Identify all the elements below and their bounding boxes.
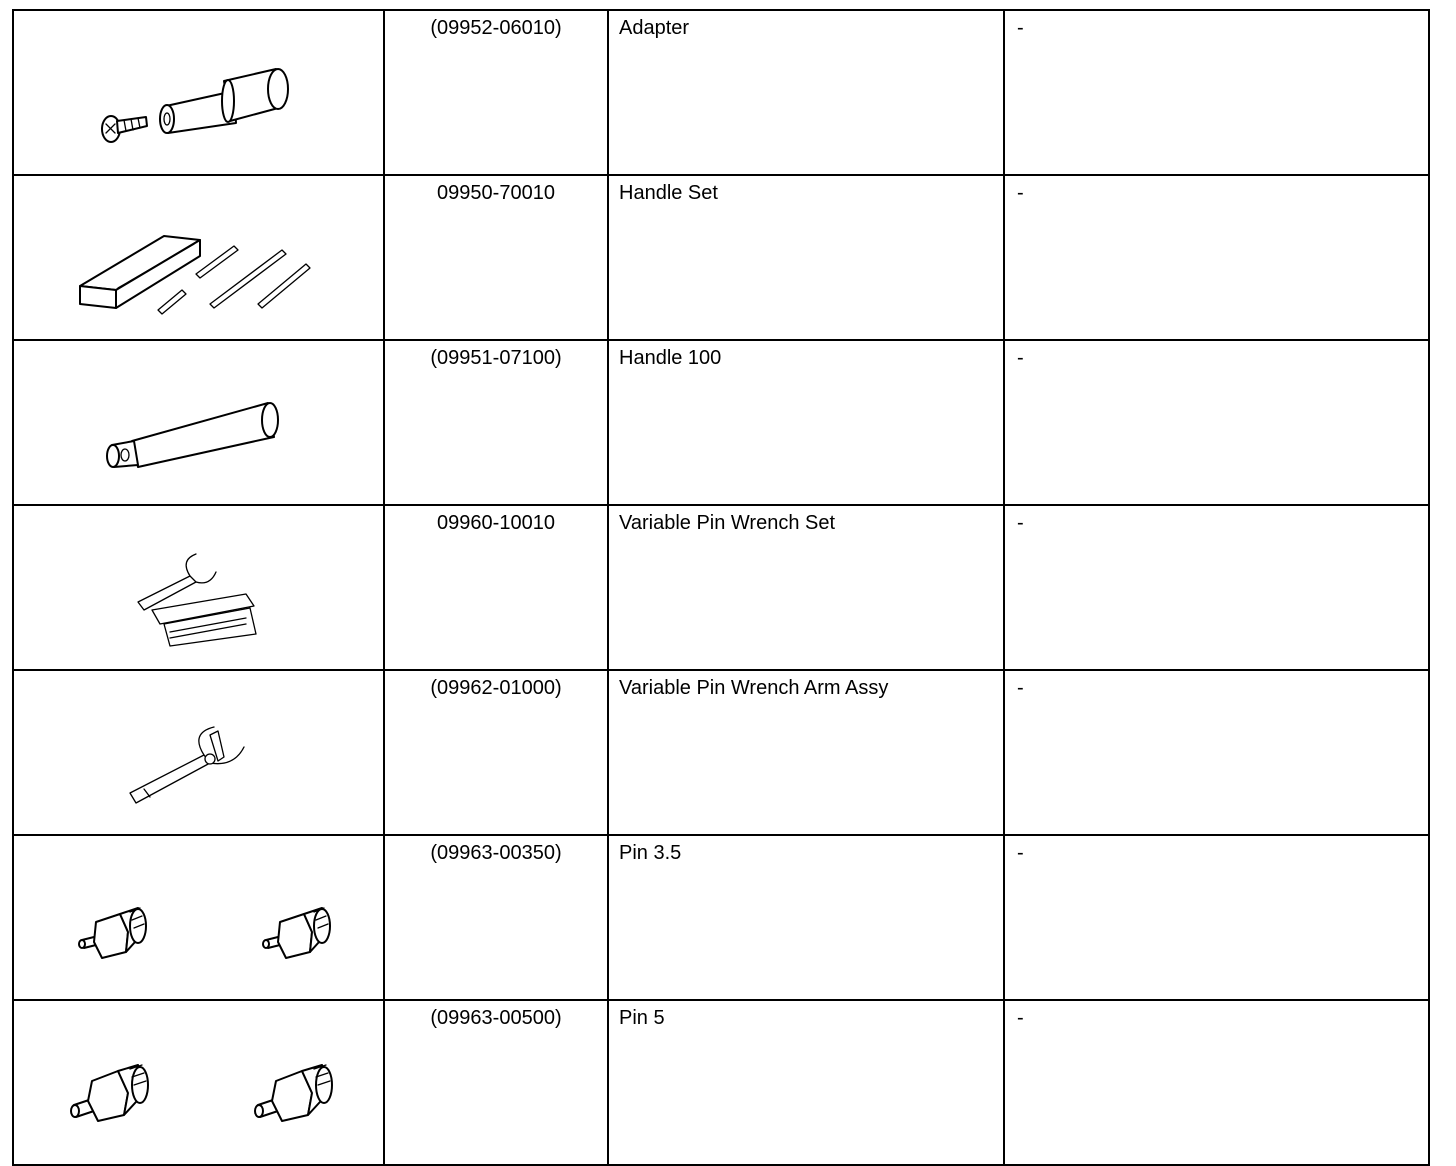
- tool-image-cell: [13, 670, 384, 835]
- tool-image-cell: [13, 835, 384, 1000]
- table-row: [13, 505, 1429, 670]
- tool-code: (09951-07100): [384, 340, 608, 505]
- tool-image-cell: [13, 175, 384, 340]
- tool-note: -: [1004, 505, 1429, 670]
- tool-note: -: [1004, 340, 1429, 505]
- pin-3-5-icon: [14, 836, 383, 993]
- pin-wrench-arm-icon: [14, 671, 383, 828]
- tool-name: Handle 100: [608, 340, 1004, 505]
- table-row: [13, 175, 1429, 340]
- table-row: [13, 835, 1429, 1000]
- table-row: [13, 1000, 1429, 1165]
- tool-name: Variable Pin Wrench Set: [608, 505, 1004, 670]
- tool-image-cell: [13, 10, 384, 175]
- handle-set-icon: [14, 176, 383, 333]
- adapter-icon: [14, 11, 383, 168]
- tool-image-cell: [13, 1000, 384, 1165]
- tool-note: -: [1004, 835, 1429, 1000]
- pin-wrench-set-icon: [14, 506, 383, 663]
- tool-code: (09963-00350): [384, 835, 608, 1000]
- tool-code: (09962-01000): [384, 670, 608, 835]
- tool-name: Handle Set: [608, 175, 1004, 340]
- tool-note: -: [1004, 10, 1429, 175]
- tool-name: Adapter: [608, 10, 1004, 175]
- pin-5-icon: [14, 1001, 383, 1158]
- tool-note: -: [1004, 670, 1429, 835]
- table-row: [13, 670, 1429, 835]
- tool-name: Variable Pin Wrench Arm Assy: [608, 670, 1004, 835]
- tool-code: (09963-00500): [384, 1000, 608, 1165]
- tool-code: 09950-70010: [384, 175, 608, 340]
- tool-code: 09960-10010: [384, 505, 608, 670]
- tool-name: Pin 3.5: [608, 835, 1004, 1000]
- tool-note: -: [1004, 1000, 1429, 1165]
- table-row: [13, 340, 1429, 505]
- tool-code: (09952-06010): [384, 10, 608, 175]
- table-row: [13, 10, 1429, 175]
- handle-100-icon: [14, 341, 383, 498]
- tool-image-cell: [13, 340, 384, 505]
- special-tools-table: [12, 9, 1430, 1166]
- tool-name: Pin 5: [608, 1000, 1004, 1165]
- tool-image-cell: [13, 505, 384, 670]
- tool-note: -: [1004, 175, 1429, 340]
